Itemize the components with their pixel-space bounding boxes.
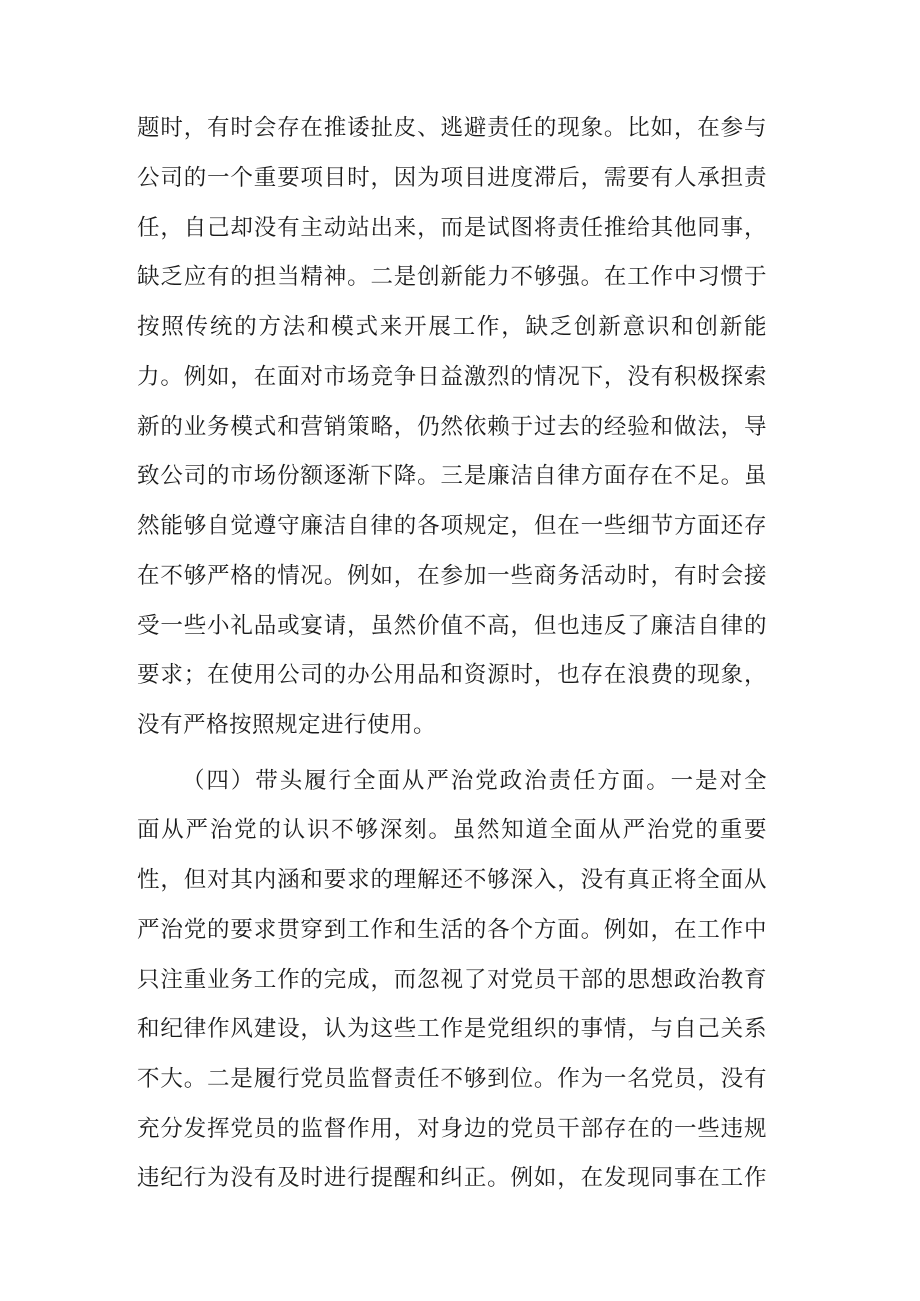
text-line: 题时，有时会存在推诿扯皮、逃避责任的现象。比如，在参与 [137,115,767,141]
text-line: 严治党的要求贯穿到工作和生活的各个方面。例如，在工作中 [137,917,767,943]
text-line: 致公司的市场份额逐渐下降。三是廉洁自律方面存在不足。虽 [137,463,767,489]
text-line: 缺乏应有的担当精神。二是创新能力不够强。在工作中习惯于 [137,264,767,290]
text-line: 和纪律作风建设，认为这些工作是党组织的事情，与自己关系 [137,1016,767,1042]
text-line: 要求；在使用公司的办公用品和资源时，也存在浪费的现象， [137,662,767,688]
text-line: 不大。二是履行党员监督责任不够到位。作为一名党员，没有 [137,1066,767,1092]
text-line: 违纪行为没有及时进行提醒和纠正。例如，在发现同事在工作 [137,1165,767,1191]
text-line: 任，自己却没有主动站出来，而是试图将责任推给其他同事， [137,215,767,241]
text-line: 面从严治党的认识不够深刻。虽然知道全面从严治党的重要 [137,817,767,843]
text-line: 按照传统的方法和模式来开展工作，缺乏创新意识和创新能 [137,314,767,340]
text-line: 在不够严格的情况。例如，在参加一些商务活动时，有时会接 [137,563,767,589]
text-line: 性，但对其内涵和要求的理解还不够深入，没有真正将全面从 [137,867,767,893]
text-line: 力。例如，在面对市场竞争日益激烈的情况下，没有积极探索 [137,364,767,390]
text-line: 新的业务模式和营销策略，仍然依赖于过去的经验和做法，导 [137,414,767,440]
text-line: 充分发挥党员的监督作用，对身边的党员干部存在的一些违规 [137,1116,767,1142]
text-line: 没有严格按照规定进行使用。 [137,712,437,738]
text-line: 公司的一个重要项目时，因为项目进度滞后，需要有人承担责 [137,165,767,191]
text-line: 受一些小礼品或宴请，虽然价值不高，但也违反了廉洁自律的 [137,613,767,639]
text-line: 只注重业务工作的完成，而忽视了对党员干部的思想政治教育 [137,967,767,993]
text-line: 然能够自觉遵守廉洁自律的各项规定，但在一些细节方面还存 [137,513,767,539]
text-line: （四）带头履行全面从严治党政治责任方面。一是对全 [182,768,767,794]
